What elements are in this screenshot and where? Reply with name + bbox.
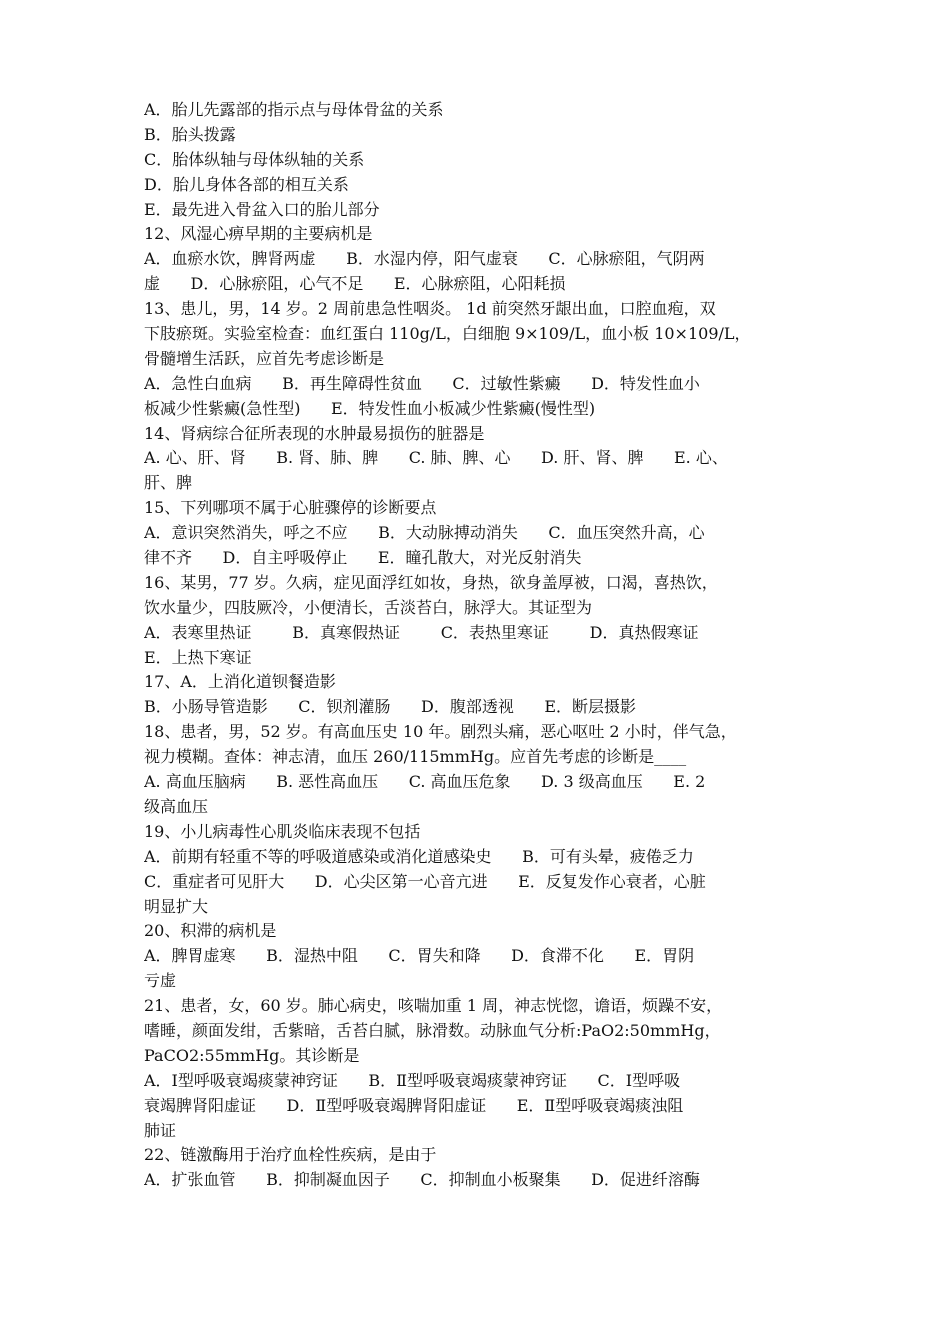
question-22: 22、链激酶用于治疗血栓性疾病，是由于	[144, 1145, 437, 1165]
option-line: A．胎儿先露部的指示点与母体骨盆的关系	[144, 100, 444, 119]
question-13: 13、患儿，男，14 岁。2 周前患急性咽炎。 1d 前突然牙龈出血，口腔血疱，双	[144, 299, 716, 319]
options-line: 亏虚	[144, 971, 177, 991]
question-text: 视力模糊。查体：神志清，血压 260/115mmHg。应首先考虑的诊断是____	[144, 747, 687, 767]
options-line: A．脾胃虚寒 B．湿热中阻 C．胃失和降 D．食滞不化 E．胃阴	[144, 946, 695, 966]
options-line: A．前期有轻重不等的呼吸道感染或消化道感染史 B．可有头晕，疲倦乏力	[144, 846, 694, 866]
options-line: A. 心、肝、肾 B. 肾、肺、脾 C. 肺、脾、心 D. 肝、肾、脾 E. 心、	[144, 448, 728, 468]
options-line: 律不齐 D．自主呼吸停止 E．瞳孔散大，对光反射消失	[144, 548, 582, 568]
options-line: 虚 D．心脉瘀阻，心气不足 E．心脉瘀阻，心阳耗损	[144, 274, 566, 294]
option-line: E．最先进入骨盆入口的胎儿部分	[144, 199, 380, 219]
option-line: C．胎体纵轴与母体纵轴的关系	[144, 149, 365, 169]
option-line: D．胎儿身体各部的相互关系	[144, 174, 349, 194]
question-text: PaCO2:55mmHg。其诊断是	[144, 1045, 360, 1065]
question-16: 16、某男，77 岁。久病，症见面浮红如妆，身热，欲身盖厚被，口渴，喜热饮，	[144, 572, 718, 592]
question-text: 饮水量少，四肢厥冷，小便清长，舌淡苔白，脉浮大。其证型为	[144, 597, 593, 617]
options-line: C．重症者可见肝大 D．心尖区第一心音亢进 E．反复发作心衰者，心脏	[144, 871, 706, 891]
options-line: A．急性白血病 B．再生障碍性贫血 C．过敏性紫癜 D．特发性血小	[144, 373, 700, 393]
options-line: A．扩张血管 B．抑制凝血因子 C．抑制血小板聚集 D．促进纤溶酶	[144, 1170, 700, 1190]
option-line: B．胎头拨露	[144, 124, 236, 144]
options-line: A．表寒里热证 B．真寒假热证 C．表热里寒证 D．真热假寒证	[144, 622, 699, 642]
options-line: A．血瘀水饮，脾肾两虚 B．水湿内停，阳气虚衰 C．心脉瘀阻，气阴两	[144, 249, 705, 269]
question-19: 19、小儿病毒性心肌炎临床表现不包括	[144, 821, 421, 841]
options-line: 板减少性紫癜(急性型) E．特发性血小板减少性紫癜(慢性型)	[144, 398, 596, 418]
options-line: B．小肠导管造影 C．钡剂灌肠 D．腹部透视 E．断层摄影	[144, 697, 637, 717]
options-line: 明显扩大	[144, 896, 209, 916]
options-line: A. 高血压脑病 B. 恶性高血压 C. 高血压危象 D. 3 级高血压 E. 2	[144, 772, 706, 792]
options-line: A．意识突然消失，呼之不应 B．大动脉搏动消失 C．血压突然升高，心	[144, 523, 705, 543]
options-line: E．上热下寒证	[144, 647, 252, 667]
question-text: 嗜睡，颜面发绀，舌紫暗，舌苔白腻，脉滑数。动脉血气分析:PaO2:50mmHg，	[144, 1020, 721, 1040]
options-line: 肺证	[144, 1120, 177, 1140]
options-line: 级高血压	[144, 796, 209, 816]
question-text: 骨髓增生活跃，应首先考虑诊断是	[144, 348, 385, 368]
question-15: 15、下列哪项不属于心脏骤停的诊断要点	[144, 498, 437, 518]
question-text: 下肢瘀斑。实验室检查：血红蛋白 110g/L，白细胞 9×109/L，血小板 10×109/L，	[144, 324, 751, 344]
question-20: 20、积滞的病机是	[144, 921, 277, 941]
question-12: 12、风湿心痹早期的主要病机是	[144, 224, 373, 244]
question-14: 14、肾病综合征所表现的水肿最易损伤的脏器是	[144, 423, 485, 443]
question-17: 17、A．上消化道钡餐造影	[144, 672, 336, 692]
question-18: 18、患者，男，52 岁。有高血压史 10 年。剧烈头痛，恶心呕吐 2 小时，伴气急，	[144, 722, 737, 742]
options-line: A．Ⅰ型呼吸衰竭痰蒙神窍证 B．Ⅱ型呼吸衰竭痰蒙神窍证 C．Ⅰ型呼吸	[144, 1070, 681, 1090]
options-line: 衰竭脾肾阳虚证 D．Ⅱ型呼吸衰竭脾肾阳虚证 E．Ⅱ型呼吸衰竭痰浊阻	[144, 1095, 684, 1115]
document-body	[144, 98, 810, 1193]
question-21: 21、患者，女，60 岁。肺心病史，咳喘加重 1 周，神志恍惚，谵语，烦躁不安，	[144, 996, 723, 1016]
options-line: 肝、脾	[144, 473, 193, 493]
